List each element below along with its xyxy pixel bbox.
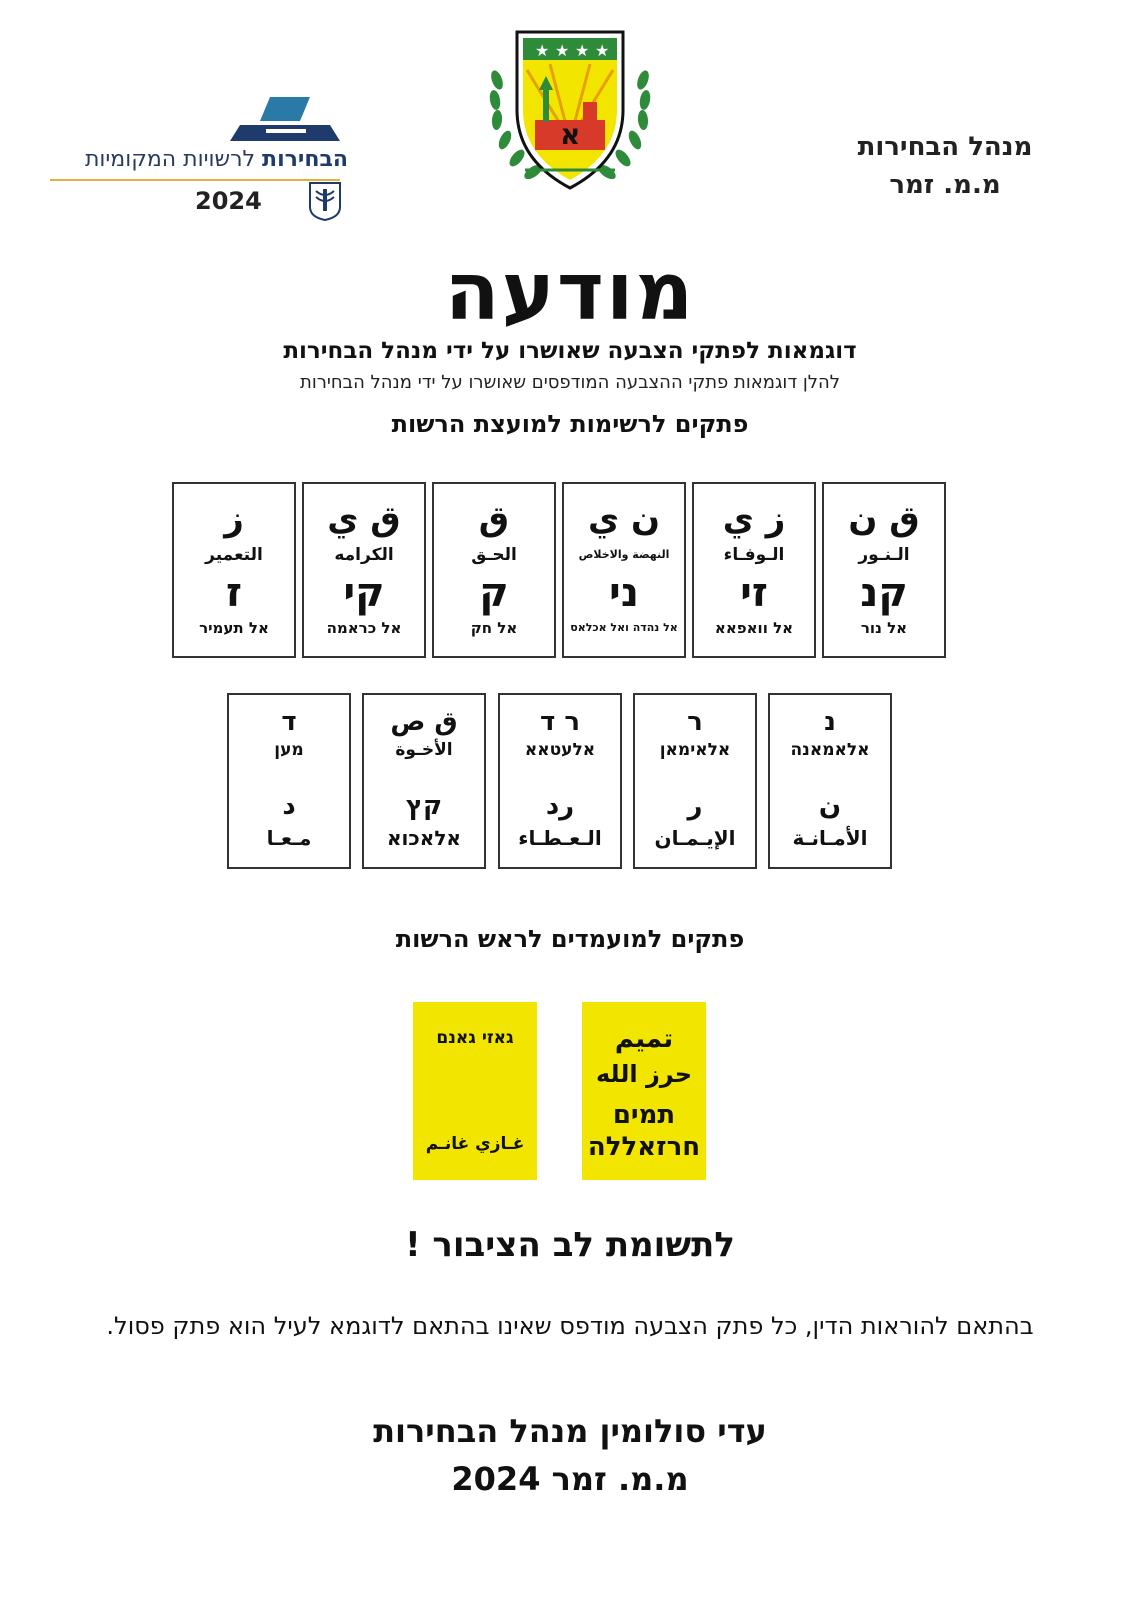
council-ballot — [498, 693, 622, 869]
ballot-line-l2: מען — [274, 740, 304, 760]
svg-text:★: ★ — [535, 41, 550, 60]
signature-municipality: מ.מ. זמר 2024 — [451, 1460, 689, 1498]
ballot-line-l1: ق — [478, 499, 510, 539]
council-ballot — [302, 482, 426, 658]
ballot-line-l1: ق ن — [848, 499, 920, 539]
signature-name: עדי סולומין מנהל הבחירות — [373, 1412, 767, 1450]
ballot-line-l1: ن ي — [587, 499, 661, 539]
municipality-name: מ.מ. זמר — [889, 170, 1001, 200]
ballot-line-l4: אל נהדה ואל אכלאס — [570, 621, 678, 634]
ballot-line-l4: אל נור — [860, 619, 908, 637]
council-lists-heading: פתקים לרשימות למועצת הרשות — [391, 410, 749, 438]
ballot-line-l3: ני — [609, 570, 639, 616]
ballot-line-l4: الأمـانـة — [792, 826, 868, 850]
ballot-line-l4: אל תעמיר — [199, 619, 269, 637]
election-manager-block — [830, 128, 1060, 204]
legal-rule-text: בהתאם להוראות הדין, כל פתק הצבעה מודפס שאינו בהתאם לדוגמא לעיל הוא פתק פסול. — [106, 1312, 1034, 1340]
ballot-line-l1: ق ي — [327, 499, 401, 539]
brand-rest: לרשויות המקומיות — [84, 147, 256, 172]
ballot-line-l3: ر — [687, 791, 703, 821]
council-ballot — [633, 693, 757, 869]
ballot-line-l2: الـنـور — [858, 545, 910, 565]
ballot-line-l2: النهضة والاخلاص — [578, 548, 670, 561]
ballot-line-l4: مـعـا — [266, 826, 312, 850]
svg-text:★: ★ — [555, 41, 570, 60]
ballot-line-l3: رد — [545, 791, 575, 821]
ballot-line: תמים — [612, 1100, 676, 1130]
local-elections-logo — [40, 95, 350, 225]
ballot-line-l1: ר ד — [540, 707, 580, 737]
brand-divider — [50, 179, 340, 181]
council-ballot — [822, 482, 946, 658]
subtitle: דוגמאות לפתקי הצבעה שאושרו על ידי מנהל הבחירות — [283, 338, 857, 364]
council-ballot — [768, 693, 892, 869]
ballot-line: גאזי גאנם — [436, 1028, 514, 1048]
ballot-line-l3: ק — [479, 570, 509, 616]
ballot-line-l2: אלעטאא — [524, 740, 596, 760]
ballot-line-l3: ז — [225, 570, 242, 616]
ballot-line-l2: التعمير — [205, 545, 263, 565]
subtitle-detail: להלן דוגמאות פתקי ההצבעה המודפסים שאושרו על ידי מנהל הבחירות — [299, 372, 841, 393]
council-ballot — [362, 693, 486, 869]
ballot-line-l4: אל כראמה — [326, 619, 402, 637]
page-title: מודעה — [444, 245, 696, 338]
council-ballot — [692, 482, 816, 658]
ballot-line-l2: الـوفـاء — [723, 545, 785, 565]
ballot-line-l4: אלאכוא — [387, 826, 461, 850]
ballot-line-l3: د — [282, 791, 296, 821]
ballot-line-l3: ن — [818, 791, 842, 821]
public-notice: לתשומת לב הציבור ! — [405, 1225, 735, 1265]
elections-year: 2024 — [195, 187, 262, 215]
ballot-line-l2: אלאימאן — [659, 740, 731, 760]
ballot-line: غـازي غانـم — [425, 1134, 525, 1154]
state-emblem-icon — [308, 181, 342, 221]
ballot-line-l2: الحـق — [471, 545, 517, 565]
ballot-line-l1: ز ي — [722, 499, 786, 539]
ballot-line-l4: אל חק — [470, 619, 518, 637]
head-ballot-ghazi — [413, 1002, 537, 1180]
ballot-line-l1: ق ص — [390, 707, 458, 737]
ballot-box-icon — [230, 95, 340, 143]
ballot-line-l1: ר — [687, 707, 703, 737]
elections-brand-text — [48, 147, 348, 172]
ballot-line-l2: אלאמאנה — [790, 740, 870, 760]
svg-text:א: א — [560, 118, 581, 151]
ballot-line: חרזאללה — [587, 1132, 701, 1162]
ballot-line-l3: זי — [740, 570, 768, 616]
head-candidates-heading: פתקים למועמדים לראש הרשות — [395, 925, 745, 953]
ballot-line-l3: קץ — [405, 791, 443, 821]
council-ballot — [432, 482, 556, 658]
ballot-line-l2: الكرامه — [334, 545, 394, 565]
head-ballot-tamim — [582, 1002, 706, 1180]
council-ballot — [227, 693, 351, 869]
ballot-line-l1: נ — [824, 707, 836, 737]
council-ballot — [172, 482, 296, 658]
ballot-line: حرز الله — [596, 1060, 692, 1088]
brand-bold: הבחירות — [262, 147, 348, 172]
ballot-line-l3: קנ — [860, 570, 908, 616]
council-crest-logo — [455, 20, 685, 210]
ballot-line-l1: ד — [281, 707, 297, 737]
svg-text:★: ★ — [595, 41, 610, 60]
ballot-line-l3: קי — [343, 570, 385, 616]
ballot-line-l2: الأخـوة — [395, 740, 453, 760]
ballot-line: تميم — [614, 1024, 674, 1054]
council-ballot — [562, 482, 686, 658]
ballot-line-l4: الإيـمـان — [654, 826, 736, 850]
manager-title: מנהל הבחירות — [857, 132, 1033, 162]
ballot-line-l1: ز — [224, 499, 244, 539]
ballot-line-l4: אל וואפאא — [714, 619, 794, 637]
ballot-line-l4: الـعـطـاء — [518, 826, 602, 850]
svg-text:★: ★ — [575, 41, 590, 60]
